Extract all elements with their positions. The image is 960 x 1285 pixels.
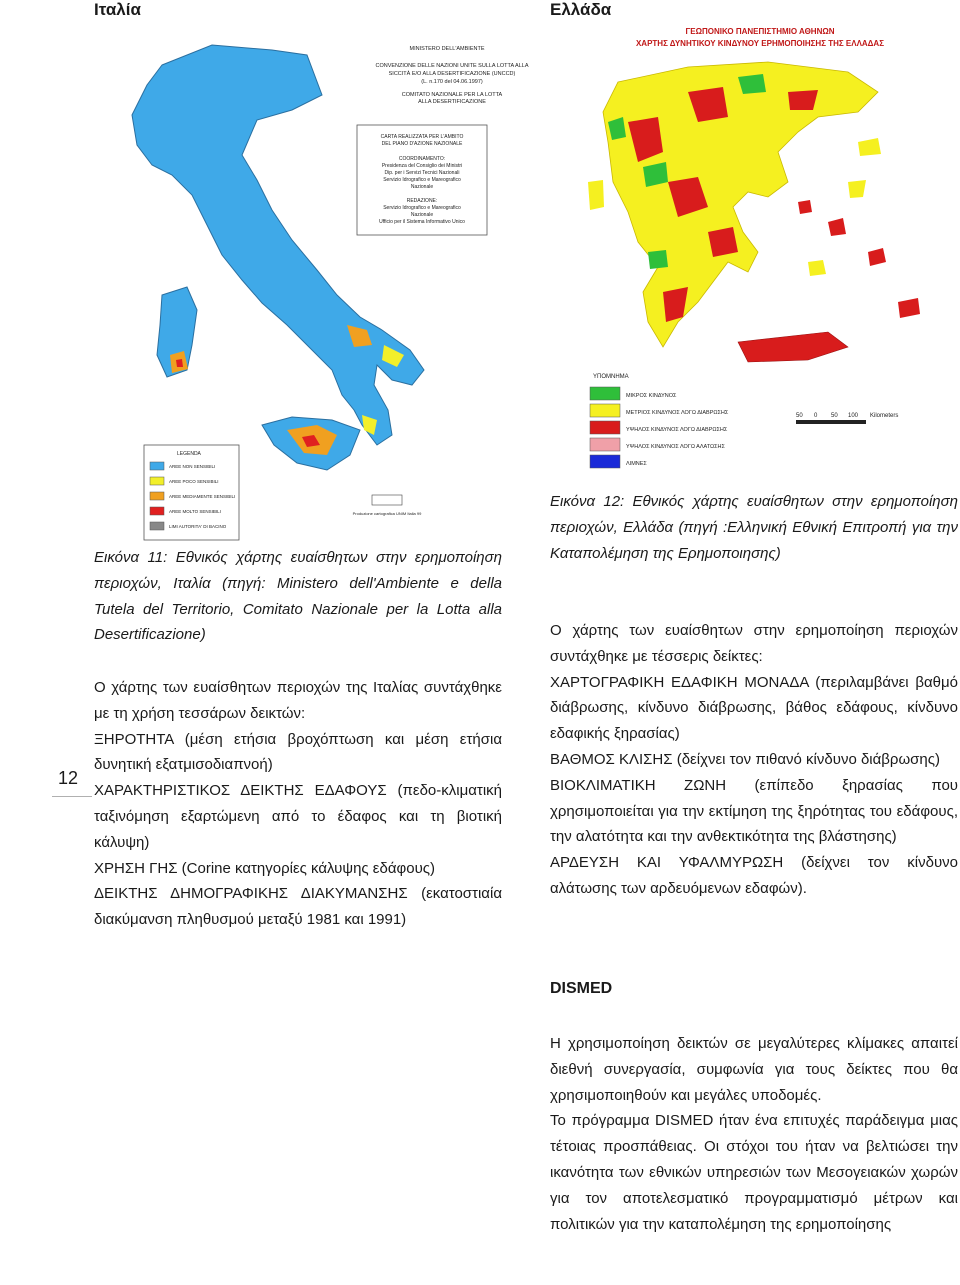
paragraph: ΧΡΗΣΗ ΓΗΣ (Corine κατηγορίες κάλυψης εδάφους) <box>94 859 436 877</box>
svg-text:ALLA DESERTIFICAZIONE: ALLA DESERTIFICAZIONE <box>418 99 486 105</box>
svg-text:50: 50 <box>831 413 838 419</box>
paragraph: ΧΑΡΑΚΤΗΡΙΣΤΙΚΟΣ ΔΕΙΚΤΗΣ ΕΔΑΦΟΥΣ (πεδο-κλιματική ταξινόμηση εξαρτώμενη από το έδαφος και τη βιοτική κάλυψη) <box>94 782 502 851</box>
svg-text:(L. n.170 del 04.06.1997): (L. n.170 del 04.06.1997) <box>421 79 483 85</box>
svg-text:100: 100 <box>848 413 859 419</box>
legend-swatch <box>150 522 164 530</box>
legend-label: ΥΨΗΛΟΣ ΚΙΝΔΥΝΟΣ ΛΟΓΩ ΔΙΑΒΡΩΣΗΣ <box>626 426 728 433</box>
svg-text:Servizio Idrografico e Mareogr: Servizio Idrografico e Mareografico <box>383 205 461 211</box>
paragraph: ΞΗΡΟΤΗΤΑ (μέση ετήσια βροχόπτωση και μέση ετήσια δυνητική εξατμισοδιαπνοή) <box>94 730 502 774</box>
paragraph: ΑΡΔΕΥΣΗ ΚΑΙ ΥΦΑΛΜΥΡΩΣΗ (δείχνει τον κίνδυνο αλάτωσης των αρδευόμενων εδαφών). <box>550 854 958 897</box>
paragraph: ΒΑΘΜΟΣ ΚΛΙΣΗΣ (δείχνει τον πιθανό κίνδυνο διάβρωσης) <box>550 750 940 768</box>
svg-text:SICCITÀ E/O ALLA DESERTIFICAZI: SICCITÀ E/O ALLA DESERTIFICAZIONE (UNCCD) <box>388 71 516 77</box>
legend-swatch <box>150 492 164 500</box>
svg-text:Presidenza del Consiglio dei M: Presidenza del Consiglio dei Ministri <box>381 163 463 169</box>
legend-swatch <box>590 438 620 451</box>
svg-text:Servizio Idrografico e Mareogr: Servizio Idrografico e Mareografico <box>383 177 461 183</box>
svg-text:COORDINAMENTO:: COORDINAMENTO: <box>398 156 446 162</box>
heading-greece: Ελλάδα <box>550 0 612 19</box>
legend-label: ΜΕΤΡΙΟΣ ΚΙΝΔΥΝΟΣ ΛΟΓΩ ΔΙΑΒΡΩΣΗΣ <box>626 409 729 416</box>
legend-label: ΜΙΚΡΟΣ ΚΙΝΔΥΝΟΣ <box>626 392 677 399</box>
dismed-description <box>550 1031 958 1237</box>
legend-swatch <box>150 507 164 515</box>
legend-label: ΛΙΜΝΕΣ <box>626 460 647 467</box>
svg-text:DEL PIANO D'AZIONE NAZIONALE: DEL PIANO D'AZIONE NAZIONALE <box>381 141 463 147</box>
legend-swatch <box>150 462 164 470</box>
svg-text:LEGENDA: LEGENDA <box>177 451 201 457</box>
figure-12-caption: Εικόνα 12: Εθνικός χάρτης ευαίσθητων στην ερημοποίηση περιοχών, Ελλάδα (πηγή :Ελληνική Εθνική Επιτροπή για την Καταπολέμηση της Ερημοποιησης) <box>550 493 958 562</box>
map-title: ΓΕΩΠΟΝΙΚΟ ΠΑΝΕΠΙΣΤΗΜΙΟ ΑΘΗΝΩΝ <box>685 27 835 36</box>
greece-desertification-map <box>548 22 960 477</box>
legend-swatch <box>590 421 620 434</box>
svg-text:CARTA REALIZZATA PER L'AMBITO: CARTA REALIZZATA PER L'AMBITO <box>380 134 464 140</box>
italy-description <box>94 675 502 933</box>
legend-label: ΥΨΗΛΟΣ ΚΙΝΔΥΝΟΣ ΛΟΓΩ ΑΛΑΤΩΣΗΣ <box>626 443 725 450</box>
paragraph: Η χρησιμοποίηση δεικτών σε μεγαλύτερες κλίμακες απαιτεί διεθνή συνεργασία, συμφωνία για τους δείκτες που θα χρησιμοποιηθούν και μεγάλες υποδομές. <box>550 1035 958 1104</box>
svg-text:Ufficio per il Sistema Informa: Ufficio per il Sistema Informativo Unico <box>379 219 465 225</box>
svg-text:COMITATO NAZIONALE PER LA LOTT: COMITATO NAZIONALE PER LA LOTTA <box>401 92 503 98</box>
page-number-rule <box>52 796 92 797</box>
italy-desertification-map <box>92 25 529 543</box>
svg-text:Kilometers: Kilometers <box>870 413 899 419</box>
heading-italy: Ιταλία <box>94 0 141 19</box>
svg-text:Dip. per i Servizi Tecnici Naz: Dip. per i Servizi Tecnici Nazionali <box>384 170 460 176</box>
legend-label: AREE POCO SENSIBILI <box>169 479 219 484</box>
svg-text:ΧΑΡΤΗΣ ΔΥΝΗΤΙΚΟΥ ΚΙΝΔΥΝΟΥ ΕΡΗΜ: ΧΑΡΤΗΣ ΔΥΝΗΤΙΚΟΥ ΚΙΝΔΥΝΟΥ ΕΡΗΜΟΠΟΙΗΣΗΣ ΤΗΣ ΕΛΛΑΔΑΣ <box>635 39 885 48</box>
legend-label: LIMI AUTORITA' DI BACINO <box>169 524 227 529</box>
svg-text:50: 50 <box>796 413 803 419</box>
legend-swatch <box>590 404 620 417</box>
svg-text:Produzione cartografica UNIM I: Produzione cartografica UNIM Italia 99 <box>352 511 422 516</box>
paragraph: ΧΑΡΤΟΓΡΑΦΙΚΗ ΕΔΑΦΙΚΗ ΜΟΝΑΔΑ (περιλαμβάνει βαθμό διάβρωσης, κίνδυνο διάβρωσης, βάθος εδάφους, κίνδυνο εδαφικής ξηρασίας) <box>550 673 958 743</box>
map-header-line: MINISTERO DELL'AMBIENTE <box>409 46 485 52</box>
italy-mainland <box>132 45 424 445</box>
greece-description <box>550 618 958 902</box>
figure-11-caption: Εικόνα 11: Εθνικός χάρτης ευαίσθητων στην ερημοποίηση περιοχών, Ιταλία (πηγή: Ministero dell'Ambiente e della Tutela del Territorio, Comitato Nazionale per la Lotta alla Desertificazione) <box>94 549 502 644</box>
svg-text:ΥΠΟΜΝΗΜΑ: ΥΠΟΜΝΗΜΑ <box>593 374 629 380</box>
paragraph: ΒΙΟΚΛΙΜΑΤΙΚΗ ΖΩΝΗ (επίπεδο ξηρασίας που χρησιμοποιείται για την εκτίμηση της ξηρότητας του εδάφους, την αλατότητα και την ανθεκτικότητα της βλάστησης) <box>550 776 958 846</box>
paragraph: Ο χάρτης των ευαίσθητων στην ερημοποίηση περιοχών συντάχθηκε με τέσσερις δείκτες: <box>550 622 958 665</box>
svg-text:Nazionale: Nazionale <box>410 184 434 190</box>
legend-swatch <box>150 477 164 485</box>
svg-text:0: 0 <box>814 413 818 419</box>
legend-swatch <box>590 387 620 400</box>
page-number: 12 <box>58 768 79 788</box>
section-heading-dismed: DISMED <box>550 980 613 997</box>
legend-label: AREE NON SENSIBILI <box>169 464 216 469</box>
paragraph: ΔΕΙΚΤΗΣ ΔΗΜΟΓΡΑΦΙΚΗΣ ΔΙΑΚΥΜΑΝΣΗΣ (εκατοστιαία διακύμανση πληθυσμού μεταξύ 1981 και 1991) <box>94 885 502 929</box>
svg-text:Nazionale: Nazionale <box>410 212 434 218</box>
greece-mainland <box>603 62 878 347</box>
paragraph: Ο χάρτης των ευαίσθητων περιοχών της Ιταλίας συντάχθηκε με τη χρήση τεσσάρων δεικτών: <box>94 679 502 722</box>
paragraph: Το πρόγραμμα DISMED ήταν ένα επιτυχές παράδειγμα μιας τέτοιας προσπάθειας. Οι στόχοι του ήταν να βελτιώσει την ικανότητα των εθνικών υπηρεσιών των Μεσογειακών χωρών για τον αποτελεσματικό προγραμματισμό μέτρων και πολιτικών για την καταπολέμηση της ερημοποίησης <box>550 1112 958 1233</box>
svg-text:REDAZIONE:: REDAZIONE: <box>406 198 438 204</box>
svg-text:CONVENZIONE DELLE NAZIONI UNIT: CONVENZIONE DELLE NAZIONI UNITE SULLA LOTTA ALLA <box>375 63 529 69</box>
legend-label: AREE MOLTO SENSIBILI <box>169 509 221 514</box>
legend-label: AREE MEDIAMENTE SENSIBILI <box>169 494 236 499</box>
legend-swatch <box>590 455 620 468</box>
